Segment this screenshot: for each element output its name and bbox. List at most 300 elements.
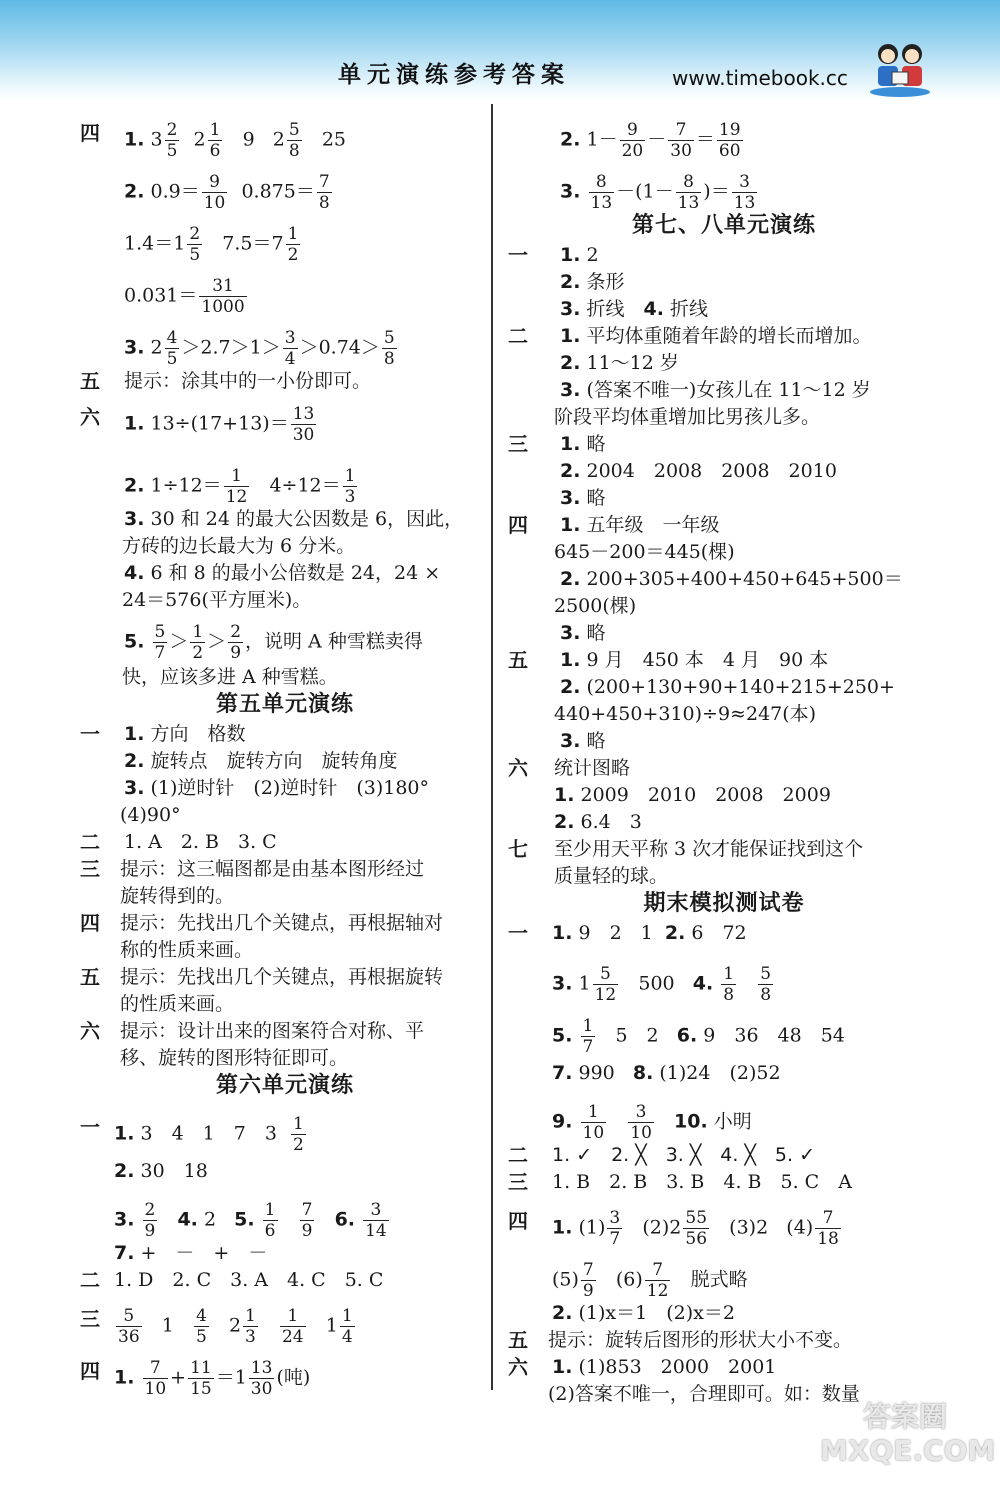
answer-text: 折线 [586, 298, 644, 320]
answer-line [508, 539, 940, 566]
fraction: $\frac{1}{12}$ [225, 466, 248, 507]
question-number: 7. [114, 1242, 135, 1264]
answer-line [508, 1142, 940, 1169]
watermark-line: MXQE.COM [820, 1434, 996, 1467]
answer-line [508, 1090, 940, 1142]
answer-text: 30 18 [140, 1160, 208, 1182]
question-number: 1. [554, 784, 575, 806]
answer-line [508, 863, 940, 890]
fraction: $\frac{8}{13}$ [677, 172, 700, 213]
right-column [508, 108, 940, 1408]
answer-text: ＞2.7＞1＞ [181, 336, 281, 359]
answer-line [508, 920, 940, 952]
question-number: 1. [114, 1122, 135, 1145]
fraction: $\frac{4}{5}$ [166, 328, 178, 369]
answer-text: 500 [638, 972, 675, 995]
answer-text: 9 2 1 [578, 922, 653, 944]
question-number: 2. [560, 676, 581, 698]
answer-line [508, 1004, 940, 1056]
answer-line [80, 506, 490, 533]
answer-line [80, 1346, 490, 1398]
fraction: $\frac{5}{8}$ [760, 964, 772, 1005]
fraction: $\frac{7}{8}$ [318, 172, 330, 213]
section-heading: 第七、八单元演练 [631, 212, 816, 238]
fraction: $\frac{1}{6}$ [264, 1200, 276, 1241]
answer-line [80, 368, 490, 402]
section-label: 三 [80, 1307, 100, 1331]
question-number: 5. [124, 630, 145, 653]
question-number: 2. [560, 271, 581, 293]
answer-line [80, 316, 490, 368]
answer-text: (吨) [276, 1366, 311, 1389]
section-heading: 第五单元演练 [215, 691, 354, 717]
answer-line [508, 809, 940, 836]
answer-text: 提示：这三幅图都是由基本图形经过 [120, 858, 425, 880]
answer-text: 1÷12＝ [150, 474, 222, 497]
answer-line [508, 431, 940, 458]
section-label: 三 [508, 432, 528, 456]
answer-text: 6 和 8 的最小公倍数是 24，24 × [150, 562, 441, 584]
fraction: $\frac{1}{2}$ [287, 224, 299, 265]
answer-line [508, 323, 940, 350]
fraction: $\frac{8}{13}$ [590, 172, 613, 213]
answer-line [508, 350, 940, 377]
fraction: $\frac{19}{60}$ [718, 120, 741, 161]
question-number: 8. [632, 1062, 654, 1084]
answer-line [80, 1294, 490, 1346]
fraction: $\frac{3}{10}$ [630, 1102, 652, 1143]
answer-text: 1. B 2. B 3. B 4. B 5. C A [552, 1171, 852, 1193]
fraction: $\frac{3}{4}$ [284, 328, 296, 369]
header-banner [0, 0, 1000, 100]
fraction: $\frac{31}{1000}$ [201, 276, 245, 317]
column-divider [491, 104, 493, 1390]
answer-text: 旋转得到的。 [120, 885, 235, 907]
answer-line [508, 269, 940, 296]
answer-line [80, 1240, 490, 1267]
answer-line [508, 647, 940, 674]
answer-text: 9 [242, 128, 255, 151]
answer-text: 6 72 [691, 922, 747, 944]
site-watermark [820, 1400, 996, 1480]
answer-line [508, 701, 940, 728]
answer-text: 1－ [586, 128, 618, 151]
question-number: 2. [114, 1160, 135, 1182]
question-number: 5. [234, 1208, 255, 1231]
answer-line [80, 587, 490, 614]
answer-text: 方向 格数 [150, 723, 246, 745]
answer-text: 条形 [586, 271, 625, 293]
section-label: 五 [80, 369, 100, 393]
answer-text: 6.4 3 [580, 811, 642, 833]
question-number: 3. [560, 298, 581, 320]
answer-line [80, 454, 490, 506]
section-label: 二 [508, 1143, 528, 1167]
answer-line [80, 533, 490, 560]
fraction: $\frac{1}{6}$ [209, 120, 221, 161]
answer-line [508, 242, 940, 269]
answer-line [80, 1188, 490, 1240]
answer-line [80, 856, 490, 883]
section-heading: 期末模拟测试卷 [643, 890, 805, 916]
question-number: 3. [560, 487, 581, 509]
answer-text: ＞0.74＞ [299, 336, 380, 359]
answer-line [508, 1354, 940, 1381]
answer-line [80, 212, 490, 264]
question-number: 7. [552, 1062, 573, 1084]
answer-text: 13÷(17+13)＝ [150, 412, 289, 435]
answer-text: (5) [552, 1268, 579, 1291]
fraction: $\frac{11}{15}$ [190, 1358, 212, 1399]
answer-line [508, 836, 940, 863]
answer-text: 略 [586, 487, 606, 509]
section-label: 七 [508, 837, 528, 861]
answer-text: ，说明 A 种雪糕卖得 [245, 630, 423, 653]
answer-text: + [170, 1366, 187, 1389]
section-label: 六 [508, 1355, 528, 1379]
fraction: $\frac{13}{30}$ [292, 404, 315, 445]
question-number: 4. [692, 972, 714, 995]
answer-text: 1 [325, 1314, 338, 1337]
answer-text: 440+450+310)÷9≈247(本) [554, 703, 817, 725]
answer-text: 2009 2010 2008 2009 [580, 784, 831, 806]
section-label: 四 [80, 121, 100, 145]
question-number: 1. [124, 128, 145, 151]
left-column [80, 108, 490, 1398]
answer-text: (1)853 2000 2001 [578, 1356, 777, 1378]
answer-text: 30 和 24 的最大公因数是 6，因此， [150, 508, 464, 530]
answer-text: 2004 2008 2008 2010 [586, 460, 837, 482]
fraction: $\frac{1}{8}$ [723, 964, 735, 1005]
answer-line [80, 883, 490, 910]
answer-text: 略 [586, 622, 606, 644]
answer-text: (4)90° [120, 804, 181, 826]
fraction: $\frac{1}{7}$ [582, 1016, 594, 1057]
answer-line [508, 160, 940, 212]
answer-line [80, 1102, 490, 1154]
answer-line [80, 108, 490, 160]
answer-text: 24＝576(平方厘米)。 [122, 589, 312, 611]
fraction: $\frac{1}{3}$ [344, 466, 356, 507]
fraction: $\frac{3}{13}$ [733, 172, 756, 213]
fraction: $\frac{4}{5}$ [195, 1306, 207, 1347]
section-label: 二 [80, 1268, 100, 1292]
question-number: 3. [552, 972, 573, 995]
section-label: 一 [80, 722, 100, 746]
answer-line [508, 1300, 940, 1327]
question-number: 2. [552, 1302, 573, 1324]
answer-text: (1) [578, 1216, 606, 1239]
question-number: 1. [560, 514, 581, 536]
answer-line [80, 802, 490, 829]
answer-text: 阶段平均体重增加比男孩儿多。 [554, 406, 821, 428]
fraction: $\frac{5}{8}$ [383, 328, 395, 369]
answer-line [508, 1327, 940, 1354]
answer-line [508, 108, 940, 160]
answer-line [80, 1045, 490, 1072]
answer-text: 1.4＝1 [124, 232, 186, 255]
answer-line [80, 1154, 490, 1188]
section-label: 三 [80, 857, 100, 881]
answer-line [508, 952, 940, 1004]
section-label: 二 [80, 830, 100, 854]
section-label: 二 [508, 324, 528, 348]
answer-text: 11～12 岁 [586, 352, 679, 374]
answer-text: (1)24 (2)52 [659, 1062, 781, 1084]
answer-line [508, 1056, 940, 1090]
question-number: 2. [554, 811, 575, 833]
answer-text: 0.875＝ [241, 180, 315, 203]
answer-text: ＞ [207, 630, 227, 653]
fraction: $\frac{1}{10}$ [582, 1102, 605, 1143]
answer-line [508, 620, 940, 647]
question-number: 3. [124, 508, 145, 530]
answer-text: 1. ✓ 2. ╳ 3. ╳ 4. ╳ 5. ✓ [552, 1144, 815, 1166]
answer-text: 4÷12＝ [269, 474, 341, 497]
question-number: 2. [124, 180, 145, 203]
answer-text: 1. D 2. C 3. A 4. C 5. C [114, 1269, 384, 1291]
answer-text: 9 36 48 54 [703, 1024, 845, 1047]
answer-line [508, 1196, 940, 1248]
answer-text: + － + － [140, 1242, 268, 1264]
question-number: 1. [560, 433, 581, 455]
answer-text: 9 月 450 本 4 月 90 本 [586, 649, 829, 671]
answer-text: 5 2 [615, 1024, 659, 1047]
answer-text: ＝1 [215, 1366, 247, 1389]
fraction: $\frac{7}{12}$ [646, 1260, 669, 1301]
fraction: $\frac{13}{30}$ [250, 1358, 273, 1399]
section-label: 六 [80, 405, 100, 429]
fraction: $\frac{7}{9}$ [582, 1260, 594, 1301]
section-label: 五 [80, 965, 100, 989]
answer-text: 0.9＝ [150, 180, 200, 203]
question-number: 3. [124, 336, 145, 359]
answer-line [508, 512, 940, 539]
fraction: $\frac{2}{5}$ [189, 224, 201, 265]
section-heading: 第六单元演练 [215, 1072, 354, 1098]
section-label: 六 [80, 1019, 100, 1043]
fraction: $\frac{1}{2}$ [293, 1114, 304, 1155]
answer-line [80, 829, 490, 856]
question-number: 2. [124, 750, 145, 772]
question-number: 2. [560, 460, 581, 482]
answer-text: 旋转点 旋转方向 旋转角度 [150, 750, 398, 772]
question-number: 3. [124, 777, 145, 799]
answer-line [80, 264, 490, 316]
answer-text: 990 [578, 1062, 615, 1084]
fraction: $\frac{7}{9}$ [301, 1200, 313, 1241]
question-number: 1. [124, 412, 145, 435]
question-number: 4. [177, 1208, 198, 1231]
answer-text: 的性质来画。 [120, 993, 235, 1015]
watermark-line: 答案圈 [862, 1400, 947, 1433]
answer-text: －(1－ [616, 180, 674, 203]
answer-line [80, 964, 490, 991]
answer-text: (3)2 [729, 1216, 769, 1239]
fraction: $\frac{2}{9}$ [230, 622, 242, 663]
answer-line [80, 1018, 490, 1045]
question-number: 2. [560, 352, 581, 374]
question-number: 3. [560, 622, 581, 644]
question-number: 3. [560, 730, 581, 752]
answer-text: 1. A 2. B 3. C [124, 831, 277, 853]
answer-text: 统计图略 [554, 757, 631, 779]
answer-text: 略 [586, 433, 606, 455]
fraction: $\frac{1}{2}$ [192, 622, 204, 663]
question-number: 10. [674, 1110, 708, 1133]
answer-line [80, 614, 490, 664]
fraction: $\frac{55}{56}$ [685, 1208, 708, 1249]
answer-text: 称的性质来画。 [120, 939, 254, 961]
answer-text: 645－200＝445(棵) [554, 541, 735, 563]
answer-text: 25 [321, 128, 347, 151]
question-number: 6. [334, 1208, 356, 1231]
answer-line [80, 910, 490, 937]
page-header-title: 单元演练参考答案 [338, 61, 570, 88]
answer-line [80, 664, 490, 691]
question-number: 6. [676, 1024, 698, 1047]
fraction: $\frac{1}{3}$ [245, 1306, 256, 1347]
answer-text: 2 [272, 128, 285, 151]
answer-line [508, 674, 940, 701]
answer-line [508, 1169, 940, 1196]
answer-line [508, 1248, 940, 1300]
answer-line [80, 402, 490, 454]
answer-text: 提示：设计出来的图案符合对称、平 [120, 1020, 425, 1042]
fraction: $\frac{1}{24}$ [281, 1306, 304, 1347]
fraction: $\frac{9}{10}$ [203, 172, 226, 213]
answer-line [508, 296, 940, 323]
question-number: 1. [552, 1216, 573, 1239]
question-number: 5. [552, 1024, 573, 1047]
answer-text: 提示：涂其中的一小份即可。 [124, 370, 372, 392]
answer-text: (2)答案不唯一，合理即可。如：数量 [548, 1383, 860, 1405]
answer-text: 至少用天平称 3 次才能保证找到这个 [554, 838, 864, 860]
answer-line [80, 937, 490, 964]
answer-text: 1 [578, 972, 591, 995]
answer-line [508, 593, 940, 620]
question-number: 4. [124, 562, 145, 584]
answer-line [80, 748, 490, 775]
answer-line [508, 485, 940, 512]
answer-text: 快，应该多进 A 种雪糕。 [122, 666, 338, 688]
question-number: 1. [560, 244, 581, 266]
answer-line [508, 458, 940, 485]
answer-line [508, 782, 940, 809]
fraction: $\frac{5}{7}$ [154, 622, 166, 663]
answer-text: (6) [615, 1268, 643, 1291]
answer-text: 移、旋转的图形特征即可。 [120, 1047, 349, 1069]
answer-line [80, 1267, 490, 1294]
section-label: 五 [508, 1328, 528, 1352]
answer-text: (1)x＝1 (2)x＝2 [578, 1302, 735, 1324]
fraction: $\frac{7}{18}$ [817, 1208, 839, 1249]
question-number: 1. [552, 922, 573, 944]
fraction: $\frac{9}{20}$ [621, 120, 644, 161]
section-label: 三 [508, 1170, 528, 1194]
answer-text: )＝ [703, 180, 730, 203]
answer-text: 200+305+400+450+645+500＝ [586, 568, 903, 590]
section-label: 四 [508, 513, 528, 537]
fraction: $\frac{5}{12}$ [594, 964, 617, 1005]
section-label: 一 [508, 921, 528, 945]
answer-text: (1)逆时针 (2)逆时针 (3)180° [150, 777, 430, 799]
answer-text: 1 [161, 1314, 174, 1337]
fraction: $\frac{7}{30}$ [670, 120, 692, 161]
fraction: $\frac{3}{7}$ [609, 1208, 621, 1249]
question-number: 1. [114, 1366, 135, 1389]
answer-text: (4) [786, 1216, 814, 1239]
answer-text: ＞ [169, 630, 189, 653]
answer-text: 略 [586, 730, 606, 752]
question-number: 2. [560, 568, 581, 590]
section-label: 四 [80, 911, 100, 935]
question-number: 3. [560, 180, 581, 203]
question-number: 1. [560, 325, 581, 347]
answer-text: (2)2 [642, 1216, 682, 1239]
fraction: $\frac{5}{36}$ [118, 1306, 140, 1347]
fraction: $\frac{1}{4}$ [341, 1306, 353, 1347]
answer-text: 方砖的边长最大为 6 分米。 [122, 535, 356, 557]
section-label: 六 [508, 756, 528, 780]
answer-text: 7.5＝7 [222, 232, 284, 255]
answer-text: 提示：先找出几个关键点，再根据轴对 [120, 912, 444, 934]
answer-text: 折线 [670, 298, 709, 320]
website-url: www.timebook.cc [672, 66, 848, 90]
question-number: 4. [643, 298, 664, 320]
question-number: 2. [124, 474, 145, 497]
answer-text: 2 [586, 244, 599, 266]
answer-text: 0.031＝ [124, 284, 198, 307]
question-number: 1. [552, 1356, 573, 1378]
answer-text: 脱式略 [690, 1268, 748, 1291]
section-label: 一 [80, 1115, 100, 1139]
fraction: $\frac{2}{9}$ [144, 1200, 156, 1241]
answer-line [80, 160, 490, 212]
section-label: 五 [508, 648, 528, 672]
answer-text: 3 [150, 128, 163, 151]
answer-text: 3 4 1 7 3 [140, 1122, 277, 1145]
section-label: 四 [80, 1359, 100, 1383]
fraction: $\frac{5}{8}$ [288, 120, 300, 161]
section-label: 一 [508, 243, 528, 267]
answer-text: 提示：先找出几个关键点，再根据旋转 [120, 966, 444, 988]
question-number: 2. [560, 128, 581, 151]
answer-text: ＝ [695, 128, 715, 151]
fraction: $\frac{7}{10}$ [144, 1358, 167, 1399]
question-number: 3. [560, 379, 581, 401]
answer-line [80, 721, 490, 748]
answer-text: 五年级 一年级 [586, 514, 720, 536]
kids-mascot-icon [868, 40, 932, 98]
answer-line [80, 991, 490, 1018]
answer-text: 小明 [713, 1110, 752, 1133]
fraction: $\frac{3}{14}$ [365, 1200, 387, 1241]
answer-text: 2 [228, 1314, 242, 1337]
answer-line [508, 566, 940, 593]
answer-line [80, 560, 490, 587]
answer-text: 2 [150, 336, 163, 359]
answer-line [508, 377, 940, 404]
question-number: 3. [114, 1208, 135, 1231]
answer-text: 2 [203, 1208, 217, 1231]
answer-line [508, 728, 940, 755]
answer-line [508, 404, 940, 431]
answer-text: － [647, 128, 667, 151]
question-number: 9. [552, 1110, 573, 1133]
answer-text: 提示：旋转后图形的形状大小不变。 [548, 1329, 853, 1351]
fraction: $\frac{2}{5}$ [166, 120, 178, 161]
